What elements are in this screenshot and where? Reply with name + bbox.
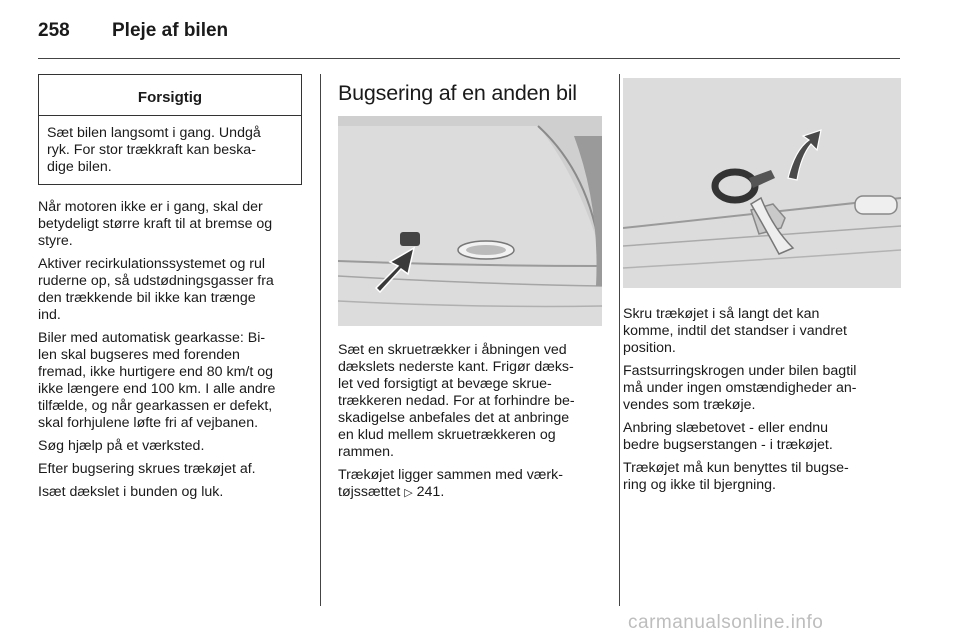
paragraph-lashing-hook: Fastsurringskrogen under bilen bagtil må under ingen omstændigheder an- vendes som trækøje. xyxy=(623,363,857,413)
caution-line: Sæt bilen langsomt i gang. Undgå xyxy=(47,125,261,141)
caution-box xyxy=(38,74,302,185)
paragraph-screwdriver: Sæt en skruetrækker i åbningen ved dækslets nederste kant. Frigør dæks- let ved forsigtigt at bevæge skrue- trækkeren nedad. For at forhindre be- skadigelse anbefales det at anbringe en klud mellem skruetrækkeren og rammen. xyxy=(338,342,575,460)
paragraph-toolkit: Trækøjet ligger sammen med værk- tøjssættet ▷ 241. xyxy=(338,467,563,500)
caution-text xyxy=(39,116,301,184)
header-divider xyxy=(38,58,900,59)
paragraph-insert-cover: Isæt dækslet i bunden og luk. xyxy=(38,484,224,500)
paragraph-engine-off: Når motoren ikke er i gang, skal der betydeligt større kraft til at bremse og styre. xyxy=(38,199,273,249)
paragraph-screw-in: Skru trækøjet i så langt det kan komme, indtil det standser i vandret position. xyxy=(623,306,847,356)
column-left xyxy=(38,74,302,507)
page-number: 258 xyxy=(38,20,70,41)
paragraph-towing-only: Trækøjet må kun benyttes til bugse- ring og ikke til bjergning. xyxy=(623,460,849,493)
paragraph-tow-rope: Anbring slæbetovet - eller endnu bedre bugserstangen - i trækøjet. xyxy=(623,420,833,453)
caution-line: dige bilen. xyxy=(47,159,112,175)
column-divider-2 xyxy=(619,74,620,606)
caution-title: Forsigtig xyxy=(39,75,301,116)
watermark: carmanualsonline.info xyxy=(628,612,824,633)
page-header xyxy=(38,20,228,50)
paragraph-workshop: Søg hjælp på et værksted. xyxy=(38,438,205,454)
paragraph-unscrew: Efter bugsering skrues trækøjet af. xyxy=(38,461,256,477)
towing-eye-drawing xyxy=(623,78,901,288)
page-reference-link[interactable]: 241. xyxy=(416,484,445,500)
towing-eye-illustration xyxy=(623,78,901,288)
column-middle xyxy=(338,74,602,508)
triangle-ref-icon[interactable]: ▷ xyxy=(404,487,413,499)
caution-line: ryk. For stor trækkraft kan beska- xyxy=(47,142,256,158)
page-title: Pleje af bilen xyxy=(112,20,229,41)
paragraph-recirculation: Aktiver recirkulationssystemet og rul ruderne op, så udstødningsgasser fra den trækkende bil ikke kan trænge ind. xyxy=(38,256,274,323)
section-title: Bugsering af en anden bil xyxy=(338,81,577,105)
column-divider-1 xyxy=(320,74,321,606)
bumper-cover-drawing xyxy=(338,116,602,326)
paragraph-automatic-gearbox: Biler med automatisk gearkasse: Bi- len skal bugseres med forenden fremad, ikke hurtigere end 80 km/t og ikke længere end 100 km. I alle andre tilfælde, og når gearkassen er defekt, skal forhjulene løfte fri af vejbanen. xyxy=(38,330,276,431)
bumper-cover-illustration xyxy=(338,116,602,326)
column-right xyxy=(623,74,901,500)
